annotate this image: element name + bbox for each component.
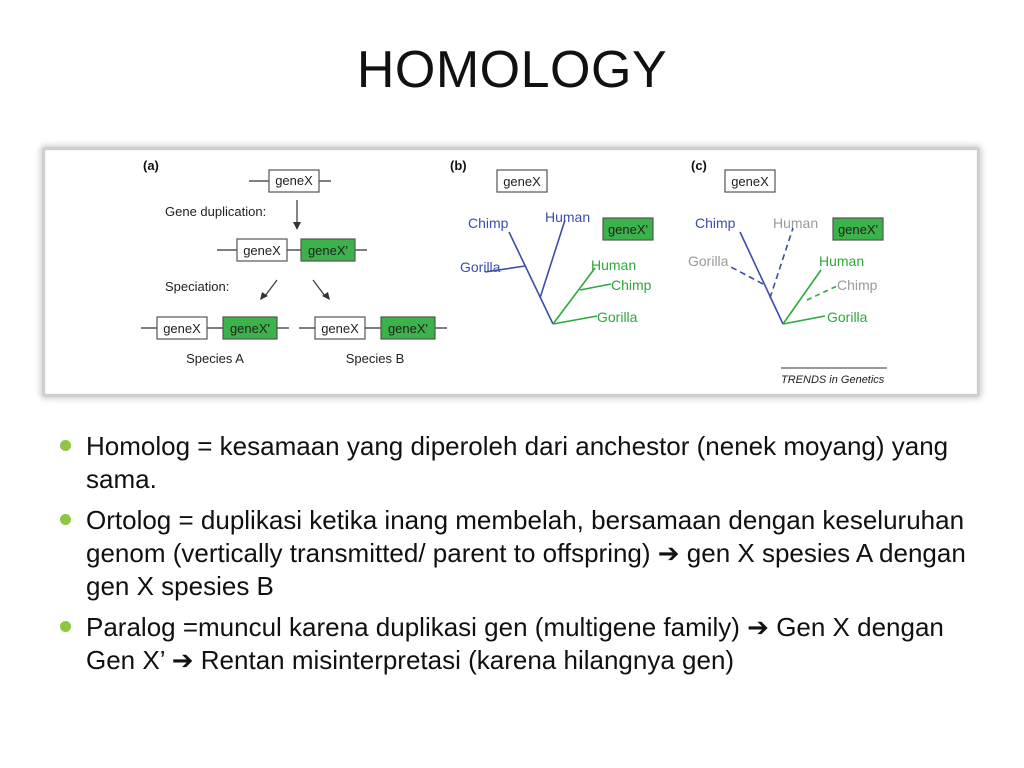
bullet-dot [60, 621, 71, 632]
bullet-dot [60, 440, 71, 451]
speciation-arrow-right [313, 280, 325, 296]
bullet-paralog-text: Paralog =muncul karena duplikasi gen (multigene family) [86, 612, 748, 642]
panel-c-gorilla-gray: Gorilla [688, 253, 729, 269]
species-b-geneprime-label: geneX' [387, 321, 429, 336]
bullet-list [60, 430, 980, 685]
arrow-right-icon: ➔ [747, 612, 769, 642]
panel-b-chimp-green: Chimp [611, 277, 652, 293]
panel-c-human-green: Human [819, 253, 865, 269]
panel-b-chimp-blue: Chimp [468, 215, 509, 231]
panel-c-blue-tree [729, 228, 793, 324]
panel-c-gorilla-green: Gorilla [827, 309, 868, 325]
species-a-gene-label: geneX [163, 321, 201, 336]
panel-c-chimp-blue: Chimp [695, 215, 736, 231]
panel-b-human-green: Human [591, 257, 637, 273]
bullet-paralog-middle: Gen X dengan Gen X’ [86, 612, 944, 675]
panel-b-human-blue: Human [545, 209, 591, 225]
homology-figure [42, 147, 980, 397]
speciation-label: Speciation: [165, 279, 230, 294]
panel-b-gorilla-green: Gorilla [597, 309, 638, 325]
bullet-ortolog-text: Ortolog = duplikasi ketika inang membelah, bersamaan dengan keseluruhan genom (vertically transmitted/ parent to offspring) [86, 505, 965, 568]
duplication-arrowhead [293, 222, 301, 230]
panel-b-gorilla-blue: Gorilla [460, 259, 501, 275]
panel-c-label: (c) [691, 158, 707, 173]
panel-c-geneprime-label: geneX' [837, 222, 879, 237]
homology-diagram [45, 150, 977, 394]
bullet-dot [60, 514, 71, 525]
panel-a-mid-gene-label: geneX [243, 243, 281, 258]
panel-c-chimp-gray: Chimp [837, 277, 878, 293]
bullet-ortolog [60, 504, 980, 603]
species-b-label: Species B [345, 351, 405, 366]
panel-c-gene-label: geneX [731, 174, 769, 189]
species-a-geneprime-label: geneX' [229, 321, 271, 336]
figure-credit: TRENDS in Genetics [781, 374, 885, 386]
bullet-ortolog-after: gen X spesies A dengan gen X spesies B [86, 538, 966, 601]
bullet-homolog-text: Homolog = kesamaan yang diperoleh dari anchestor (nenek moyang) yang sama. [86, 431, 949, 494]
panel-a-label: (a) [143, 158, 159, 173]
panel-a-mid-geneprime-label: geneX' [307, 243, 349, 258]
species-a-label: Species A [186, 351, 244, 366]
arrow-right-icon: ➔ [657, 538, 680, 568]
panel-c-human-gray: Human [773, 215, 819, 231]
speciation-arrow-left [265, 280, 277, 296]
gene-duplication-label: Gene duplication: [165, 204, 267, 219]
panel-a-top-gene-label: geneX [275, 173, 313, 188]
bullet-paralog-after: Rentan misinterpretasi (karena hilangnya gen) [193, 645, 735, 675]
slide-title: HOMOLOGY [356, 41, 668, 99]
bullet-paralog [60, 611, 980, 677]
arrow-right-icon: ➔ [171, 645, 194, 675]
panel-b-label: (b) [450, 158, 467, 173]
panel-b-gene-label: geneX [503, 174, 541, 189]
species-b-gene-label: geneX [321, 321, 359, 336]
bullet-homolog [60, 430, 980, 496]
panel-b-geneprime-label: geneX' [607, 222, 649, 237]
